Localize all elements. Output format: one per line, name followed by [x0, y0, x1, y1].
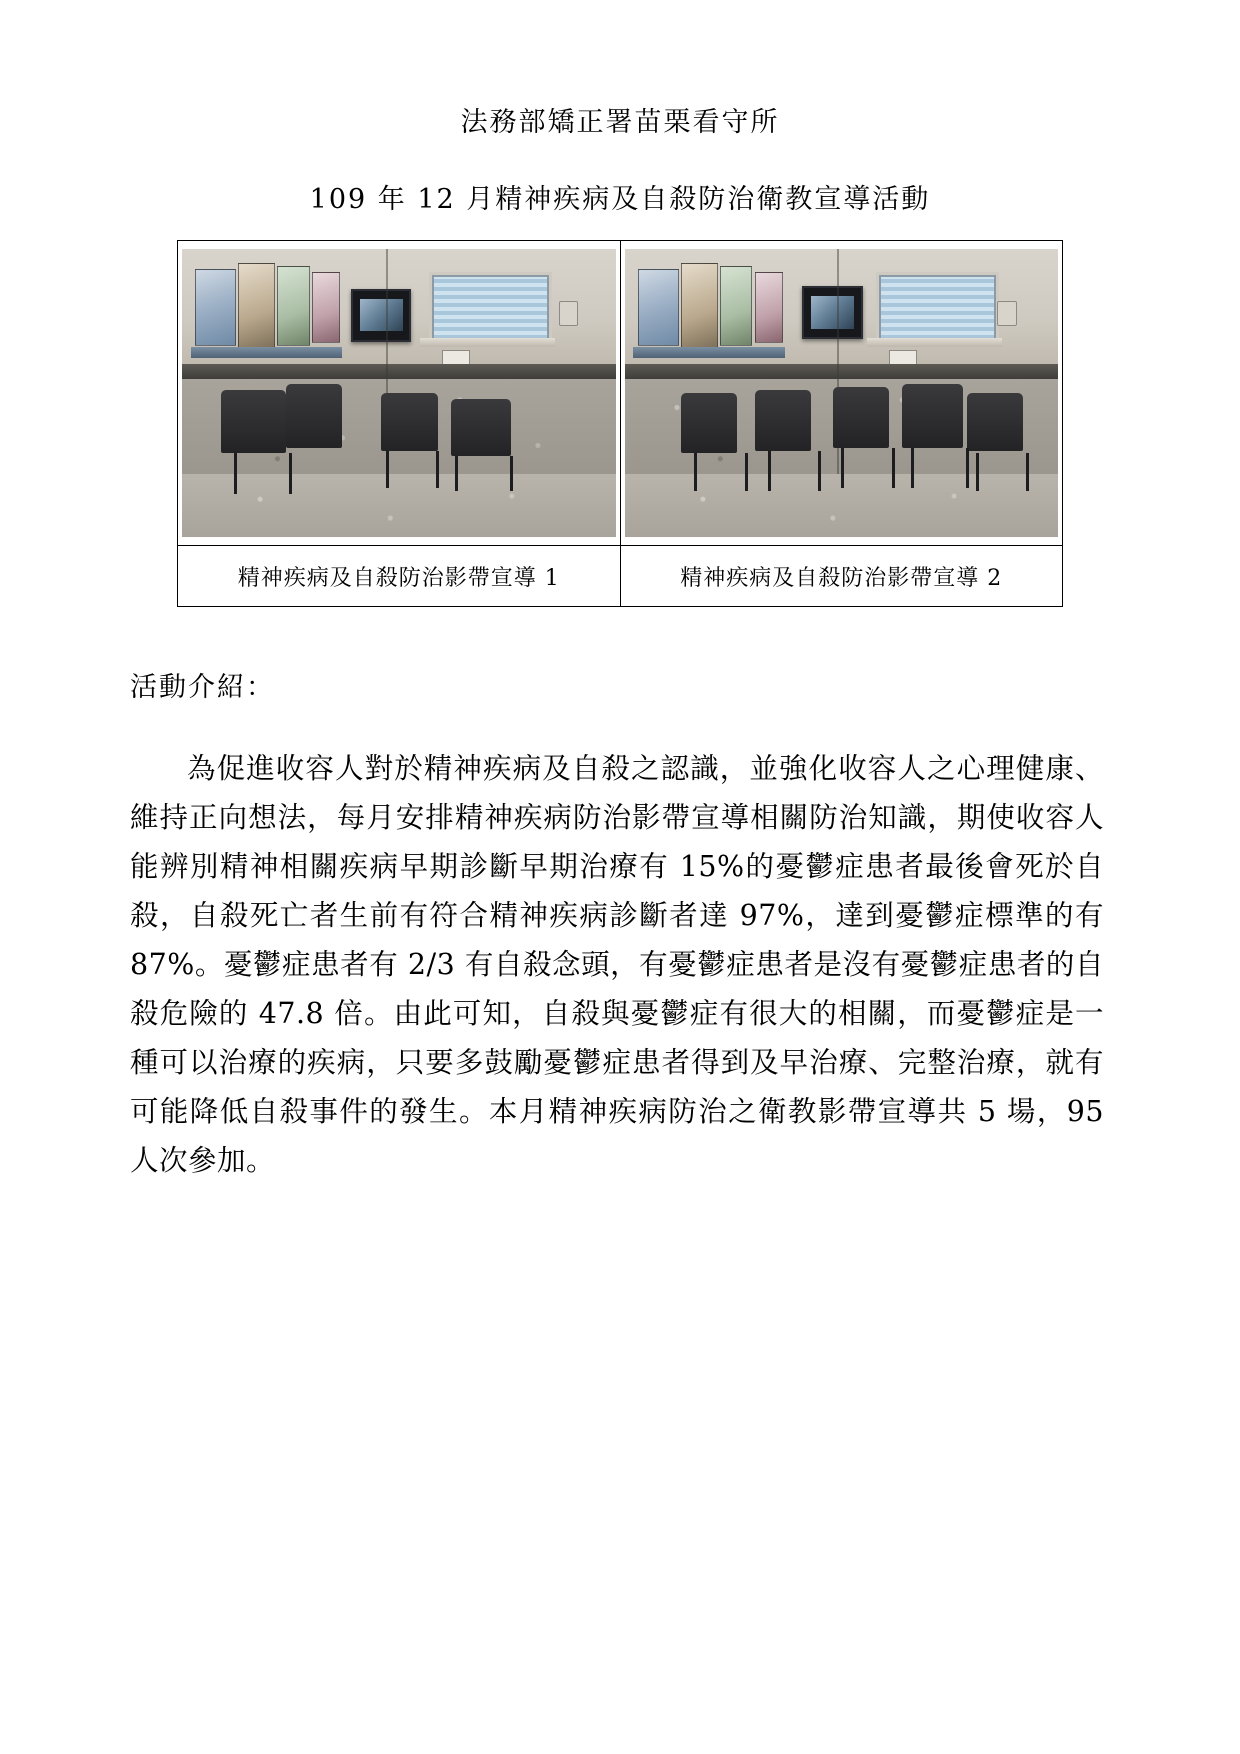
photo-image-1 — [182, 249, 616, 537]
photo-caption-1: 精神疾病及自殺防治影帶宣導 1 — [178, 546, 621, 607]
photo-cell-1 — [178, 241, 621, 546]
photo-caption-2: 精神疾病及自殺防治影帶宣導 2 — [620, 546, 1063, 607]
photo-table — [177, 240, 1063, 607]
photo-cell-2 — [620, 241, 1063, 546]
photo-row — [178, 241, 1063, 546]
body-paragraph: 為促進收容人對於精神疾病及自殺之認識，並強化收容人之心理健康、維持正向想法，每月安排精神疾病防治影帶宣導相關防治知識，期使收容人能辨別精神相關疾病早期診斷早期治療有 15%的憂鬱症患者最後會死於自殺，自殺死亡者生前有符合精神疾病診斷者達 97%，達到憂鬱症標準的有 87%。憂鬱症患者有 2/3 有自殺念頭，有憂鬱症患者是沒有憂鬱症患者的自殺危險的 47.8 倍。由此可知，自殺與憂鬱症有很大的相關，而憂鬱症是一種可以治療的疾病，只要多鼓勵憂鬱症患者得到及早治療、完整治療，就有可能降低自殺事件的發生。本月精神疾病防治之衛教影帶宣導共 5 場，95 人次參加。 — [130, 752, 1104, 1178]
section-label: 活動介紹： — [130, 672, 275, 703]
caption-row — [178, 546, 1063, 607]
photo-image-2 — [625, 249, 1059, 537]
page-title: 法務部矯正署苗栗看守所 — [460, 107, 780, 138]
page-subtitle: 109 年 12 月精神疾病及自殺防治衛教宣導活動 — [309, 184, 931, 215]
